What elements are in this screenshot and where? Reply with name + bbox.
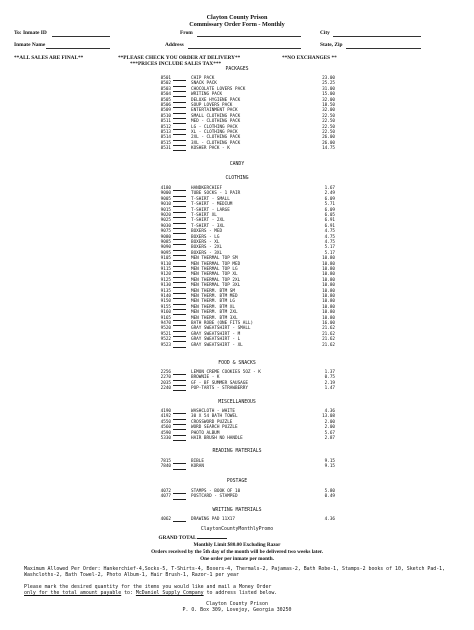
item-description: PHOTO ALBUM bbox=[191, 430, 220, 436]
address-field[interactable] bbox=[188, 48, 301, 49]
item-code: 8501 bbox=[160, 76, 171, 81]
item-code: 8506 bbox=[160, 103, 171, 108]
item-price: 10.80 bbox=[322, 288, 335, 294]
section-clothing: CLOTHING bbox=[225, 176, 249, 181]
city-label: City bbox=[320, 30, 330, 36]
item-description: MEN THERM. BTM SM bbox=[191, 288, 235, 294]
item-price: 9.15 bbox=[324, 459, 335, 464]
item-price: 1.37 bbox=[324, 370, 335, 375]
item-price: 2.00 bbox=[324, 419, 335, 425]
item-description: MEN THERM. BTM 3XL bbox=[191, 315, 238, 321]
item-code: 8509 bbox=[160, 108, 171, 114]
item-description: T-SHIRT - LARGE bbox=[191, 207, 230, 213]
item-price: 5.80 bbox=[324, 489, 335, 494]
section-reading: READING MATERIALS bbox=[212, 449, 262, 454]
item-price: 10.80 bbox=[322, 256, 335, 262]
item-code: 4062 bbox=[160, 517, 171, 522]
item-description: CHOCOLATE LOVERS PACK bbox=[191, 86, 246, 92]
section-candy: CANDY bbox=[229, 162, 245, 167]
item-code: 9522 bbox=[160, 337, 171, 343]
item-price: 21.62 bbox=[322, 326, 335, 332]
item-description: GRAY SWEATSHIRT - SMALL bbox=[191, 326, 251, 332]
item-price: 26.00 bbox=[322, 135, 335, 141]
item-price: 14.75 bbox=[322, 146, 335, 152]
item-price: 10.80 bbox=[322, 310, 335, 316]
item-description: XL - CLOTHING PACK bbox=[191, 130, 238, 135]
item-code: 9020 bbox=[160, 213, 171, 218]
item-code: 8504 bbox=[160, 92, 171, 98]
item-code: 8512 bbox=[160, 124, 171, 130]
item-code: 4550 bbox=[160, 419, 171, 425]
payee-name: McDaniel Supply Company bbox=[135, 590, 204, 596]
from-field[interactable] bbox=[197, 36, 301, 37]
item-description: 3XL - CLOTHING PACK bbox=[191, 140, 241, 146]
inmate-name-field[interactable] bbox=[46, 48, 110, 49]
item-code: 8531 bbox=[160, 146, 171, 152]
state-zip-field[interactable] bbox=[346, 48, 421, 49]
item-price: 6.91 bbox=[324, 218, 335, 224]
instructions-line-2: only for the total amount payable to: McDaniel Supply Company to address listed below. bbox=[24, 590, 278, 596]
item-description: SNACK PACK bbox=[191, 81, 217, 87]
item-price: 26.00 bbox=[322, 140, 335, 146]
item-code: 9080 bbox=[160, 234, 171, 240]
item-description: CROSSWORD PUZZLE bbox=[191, 419, 233, 425]
city-field[interactable] bbox=[333, 36, 421, 37]
item-code: 9090 bbox=[160, 245, 171, 251]
item-description: MED - CLOTHING PACK bbox=[191, 119, 241, 125]
item-code: 9095 bbox=[160, 250, 171, 256]
item-code: 9125 bbox=[160, 277, 171, 283]
item-price: 10.80 bbox=[322, 304, 335, 310]
item-code: 4190 bbox=[160, 409, 171, 414]
item-description: SMALL CLOTHING PACK bbox=[191, 113, 241, 119]
item-price: 10.80 bbox=[322, 277, 335, 283]
item-description: TUBE SOCKS - 1 PAIR bbox=[191, 191, 241, 197]
quantity-blank[interactable] bbox=[173, 521, 186, 522]
quantity-blank[interactable] bbox=[173, 469, 186, 470]
item-description: LG - CLOTHING PACK bbox=[191, 124, 238, 130]
item-price: 10.80 bbox=[322, 261, 335, 267]
quantity-blank[interactable] bbox=[173, 440, 186, 441]
item-description: POSTCARD - STAMPED bbox=[191, 494, 238, 500]
item-code: 2270 bbox=[160, 375, 171, 381]
item-price: 23.00 bbox=[322, 76, 335, 81]
item-description: BROWNIE - K bbox=[191, 375, 220, 381]
order-deadline: Orders received by the 5th day of the month will be delivered two weeks later. bbox=[151, 549, 323, 555]
section-postage: POSTAGE bbox=[226, 479, 248, 484]
item-description: ENTERTAINMENT PACK bbox=[191, 108, 238, 114]
item-code: 9130 bbox=[160, 283, 171, 289]
item-description: MEN THERMAL TOP LG bbox=[191, 267, 238, 272]
item-code: 8515 bbox=[160, 140, 171, 146]
item-code: 9085 bbox=[160, 240, 171, 245]
section-misc: MISCELLANEOUS bbox=[218, 400, 256, 405]
item-price: 6.09 bbox=[324, 207, 335, 213]
item-description: 30 X 54 BATH TOWEL bbox=[191, 414, 238, 420]
item-price: 5.67 bbox=[324, 430, 335, 436]
item-description: KORAN bbox=[191, 464, 204, 470]
item-code: 8503 bbox=[160, 86, 171, 92]
item-price: 4.75 bbox=[324, 229, 335, 235]
item-code: 9005 bbox=[160, 196, 171, 202]
item-price: 22.50 bbox=[322, 124, 335, 130]
item-price: 2.87 bbox=[324, 436, 335, 441]
item-description: BOXERS - 2XL bbox=[191, 245, 223, 251]
item-code: 9135 bbox=[160, 288, 171, 294]
item-code: 9110 bbox=[160, 261, 171, 267]
item-description: STAMPS - BOOK OF 10 bbox=[191, 489, 241, 494]
item-row bbox=[155, 386, 335, 391]
item-price: 5.17 bbox=[324, 250, 335, 256]
item-price: 10.80 bbox=[322, 315, 335, 321]
item-price: 21.62 bbox=[322, 331, 335, 337]
item-code: 9000 bbox=[160, 191, 171, 197]
item-code: 9155 bbox=[160, 304, 171, 310]
address-label: Address bbox=[165, 42, 184, 48]
item-price: 32.00 bbox=[322, 97, 335, 103]
item-price: 1.47 bbox=[324, 386, 335, 392]
item-code: 9025 bbox=[160, 218, 171, 224]
item-code: 7815 bbox=[160, 459, 171, 464]
item-price: 4.75 bbox=[324, 234, 335, 240]
inmate-name-label: Inmate Name bbox=[14, 42, 46, 48]
item-code: 9140 bbox=[160, 294, 171, 299]
item-code: 9010 bbox=[160, 202, 171, 208]
item-row bbox=[155, 464, 335, 469]
item-price: 4.75 bbox=[324, 240, 335, 245]
item-description: POP-TARTS - STRAWBERRY bbox=[191, 386, 248, 392]
item-code: 8505 bbox=[160, 97, 171, 103]
item-code: 9030 bbox=[160, 223, 171, 229]
item-price: 25.25 bbox=[322, 81, 335, 87]
item-description: MEN THERMAL TOP XL bbox=[191, 272, 238, 278]
item-code: 9520 bbox=[160, 326, 171, 332]
item-price: 4.36 bbox=[324, 409, 335, 414]
item-description: CHIP PACK bbox=[191, 76, 215, 81]
item-price: 5.17 bbox=[324, 245, 335, 251]
item-price: 2.49 bbox=[324, 191, 335, 197]
item-price: 5.71 bbox=[324, 202, 335, 208]
item-code: 4072 bbox=[160, 489, 171, 494]
item-price: 10.80 bbox=[322, 267, 335, 272]
item-description: T-SHIRT - MEDIUM bbox=[191, 202, 233, 208]
grand-total-label: GRAND TOTAL bbox=[0, 535, 430, 542]
notice-prices: ***PRICES INCLUDE SALES TAX*** bbox=[130, 61, 222, 67]
item-code: 8510 bbox=[160, 113, 171, 119]
item-price: 10.80 bbox=[322, 283, 335, 289]
item-code: 9105 bbox=[160, 256, 171, 262]
item-price: 22.50 bbox=[322, 119, 335, 125]
item-description: 2XL - CLOTHING PACK bbox=[191, 135, 241, 141]
item-price: 6.91 bbox=[324, 223, 335, 229]
item-description: T-SHIRT XL bbox=[191, 213, 217, 218]
item-price: 15.00 bbox=[322, 92, 335, 98]
item-code: 9150 bbox=[160, 299, 171, 305]
item-code: 9521 bbox=[160, 331, 171, 337]
item-description: BOXERS - LG bbox=[191, 234, 220, 240]
item-code: 4180 bbox=[160, 186, 171, 191]
quantity-blank[interactable] bbox=[173, 499, 186, 500]
item-row bbox=[155, 146, 335, 151]
item-price: 0.49 bbox=[324, 494, 335, 500]
item-description: DRAWING PAD 11X17 bbox=[191, 517, 235, 522]
item-description: MEN THERM. BTM MED bbox=[191, 294, 238, 299]
item-description: GRAY SWEATSHIRT - M bbox=[191, 331, 241, 337]
item-code: 9165 bbox=[160, 315, 171, 321]
inmate-id-field[interactable] bbox=[52, 36, 110, 37]
item-code: 8513 bbox=[160, 130, 171, 135]
quantity-blank[interactable] bbox=[173, 390, 186, 391]
item-description: MEN THERMAL TOP MED bbox=[191, 261, 241, 267]
item-code: 9120 bbox=[160, 272, 171, 278]
item-description: HAIR BRUSH NO HANDLE bbox=[191, 436, 243, 441]
item-description: GRAY SWEATSHIRT - L bbox=[191, 337, 241, 343]
section-packages: PACKAGES bbox=[225, 67, 249, 72]
quantity-blank[interactable] bbox=[173, 150, 186, 151]
notice-exchanges: **NO EXCHANGES ** bbox=[282, 55, 337, 61]
item-code: 2240 bbox=[160, 386, 171, 392]
form-subtitle: Commissary Order Form - Monthly bbox=[189, 21, 285, 28]
item-row bbox=[155, 494, 335, 499]
item-description: MEN THERMAL TOP SM bbox=[191, 256, 238, 262]
item-code: 9015 bbox=[160, 207, 171, 213]
item-description: T-SHIRT - 2XL bbox=[191, 218, 225, 224]
item-description: WASHCLOTH - WHITE bbox=[191, 409, 235, 414]
item-description: GF - BF SUMMER SAUSAGE bbox=[191, 380, 248, 386]
section-writing: WRITING MATERIALS bbox=[212, 508, 262, 513]
item-code: 8514 bbox=[160, 135, 171, 141]
inmate-id-label: To: Inmate ID bbox=[14, 30, 47, 36]
item-price: 22.50 bbox=[322, 130, 335, 135]
amount-payable-note: only for the total amount payable bbox=[24, 590, 122, 596]
item-price: 10.80 bbox=[322, 272, 335, 278]
item-code: 9075 bbox=[160, 229, 171, 235]
item-row bbox=[155, 436, 335, 441]
item-price: 2.19 bbox=[324, 380, 335, 386]
item-description: BOXERS - 3XL bbox=[191, 250, 223, 256]
item-code: 9523 bbox=[160, 342, 171, 348]
item-code: 4560 bbox=[160, 425, 171, 431]
item-price: 10.80 bbox=[322, 294, 335, 299]
item-price: 31.00 bbox=[322, 86, 335, 92]
item-code: 7840 bbox=[160, 464, 171, 470]
item-code: 4192 bbox=[160, 414, 171, 420]
item-description: GRAY SWEATSHIRT - XL bbox=[191, 342, 243, 348]
item-description: BIBLE bbox=[191, 459, 204, 464]
item-code: 2035 bbox=[160, 380, 171, 386]
item-price: 18.50 bbox=[322, 103, 335, 108]
item-description: WORD SEARCH PUZZLE bbox=[191, 425, 238, 431]
item-code: 9115 bbox=[160, 267, 171, 272]
item-description: BATH ROBE (ONE FITS ALL) bbox=[191, 321, 254, 326]
item-description: HANDKERCHIEF bbox=[191, 186, 223, 191]
item-price: 0.75 bbox=[324, 375, 335, 381]
item-description: MEN THERM. BTM XL bbox=[191, 304, 235, 310]
item-price: 6.09 bbox=[324, 196, 335, 202]
item-description: DELUXE HYGIENE PACK bbox=[191, 97, 241, 103]
item-price: 1.67 bbox=[324, 186, 335, 191]
item-description: WRITING PACK bbox=[191, 92, 223, 98]
item-row bbox=[155, 343, 335, 348]
item-code: 9160 bbox=[160, 310, 171, 316]
section-monthly-promo: ClaytonCountyMonthlyPromo bbox=[200, 527, 274, 532]
item-description: MEN THERM. BTM LG bbox=[191, 299, 235, 305]
item-price: 22.50 bbox=[322, 113, 335, 119]
item-description: MEN THERM. BTM 2XL bbox=[191, 310, 238, 316]
item-price: 9.15 bbox=[324, 464, 335, 470]
item-price: 21.62 bbox=[322, 337, 335, 343]
item-code: 4590 bbox=[160, 430, 171, 436]
mail-address-name: Clayton County Prison bbox=[206, 601, 268, 607]
one-order-rule: One order per inmate per month. bbox=[200, 556, 274, 562]
item-price: 6.05 bbox=[324, 213, 335, 218]
item-price: 32.00 bbox=[322, 108, 335, 114]
item-code: 8502 bbox=[160, 81, 171, 87]
item-description: T-SHIRT - 3XL bbox=[191, 223, 225, 229]
item-price: 10.80 bbox=[322, 299, 335, 305]
item-description: LEMON CREME COOKIES 5OZ - K bbox=[191, 370, 261, 375]
item-description: T-SHIRT - SMALL bbox=[191, 196, 230, 202]
item-description: SOUP LOVERS PACK bbox=[191, 103, 233, 108]
item-price: 16.00 bbox=[322, 321, 335, 326]
form-title: Clayton County Prison bbox=[206, 14, 268, 21]
item-description: MEN THERMAL TOP 3XL bbox=[191, 283, 241, 289]
section-food: FOOD & SNACKS bbox=[218, 361, 256, 366]
max-allowed-text: Maximum Allowed Per Order: Hankerchief-4,Socks-5, T-Shirts-4, Boxers-4, Thermals-2, Pajamas-2, Bath Robe-1, Stamps-2 books of 10, Sketch Pad-1, Washcloths-2, Bath Towel-2, Photo Album-1, Hair Brush-1, Razor-1 per year bbox=[24, 566, 446, 579]
item-row bbox=[155, 517, 335, 522]
item-description: KOSHER PACK - K bbox=[191, 146, 230, 152]
instructions-line-1: Please mark the desired quantity for the items you would like and mail a Money Order bbox=[24, 584, 272, 590]
item-description: MEN THERMAL TOP 2XL bbox=[191, 277, 241, 283]
item-code: 2256 bbox=[160, 370, 171, 375]
item-description: BOXERS - XL bbox=[191, 240, 220, 245]
item-code: 8511 bbox=[160, 119, 171, 125]
item-price: 2.00 bbox=[324, 425, 335, 431]
notice-final: **ALL SALES ARE FINAL** bbox=[14, 55, 84, 61]
monthly-limit: Monthly Limit $80.00 Excluding Razor bbox=[193, 542, 281, 548]
state-zip-label: State, Zip bbox=[320, 42, 343, 48]
item-code: 4077 bbox=[160, 494, 171, 500]
item-price: 4.36 bbox=[324, 517, 335, 522]
item-code: 9470 bbox=[160, 321, 171, 326]
item-price: 13.08 bbox=[322, 414, 335, 420]
from-label: From bbox=[180, 30, 193, 36]
notice-check: **PLEASE CHECK YOU ORDER AT DELIVERY** bbox=[118, 55, 241, 61]
item-description: BOXERS - MED bbox=[191, 229, 223, 235]
mail-address-street: P. O. Box 309, Lovejoy, Georgia 30250 bbox=[182, 607, 292, 613]
item-price: 21.62 bbox=[322, 342, 335, 348]
quantity-blank[interactable] bbox=[173, 347, 186, 348]
item-code: 5330 bbox=[160, 436, 171, 441]
